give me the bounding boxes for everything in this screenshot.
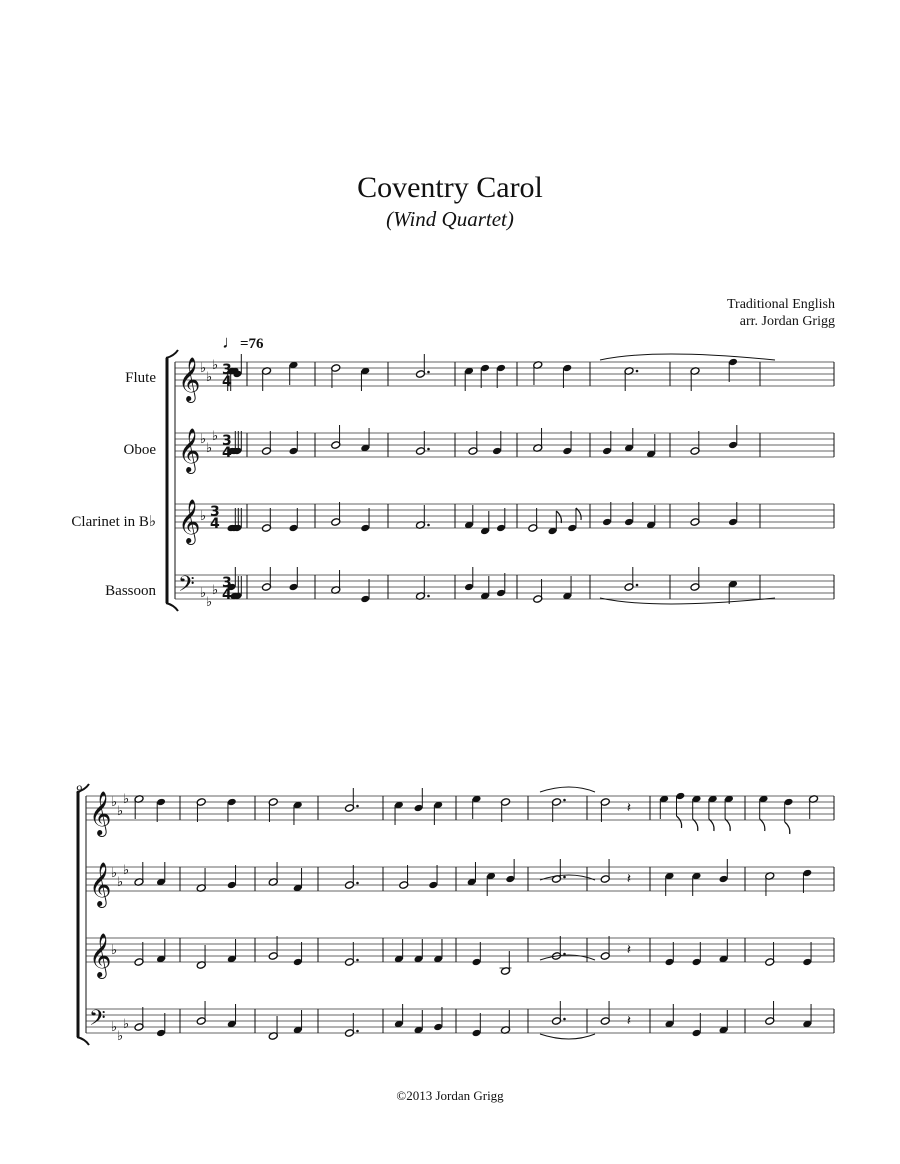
flat-sign-icon: ♭ bbox=[111, 1020, 118, 1035]
treble-clef-icon: 𝄞 bbox=[89, 791, 112, 835]
composer-line: Traditional English bbox=[727, 297, 835, 312]
eighth-flag bbox=[760, 819, 765, 831]
augmentation-dot bbox=[636, 370, 639, 373]
treble-clef-icon: 𝄞 bbox=[178, 357, 201, 401]
augmentation-dot bbox=[427, 595, 430, 598]
time-signature-top: 3 bbox=[222, 433, 232, 449]
tie-arc bbox=[540, 787, 595, 792]
measure-number: 9 bbox=[76, 782, 82, 796]
flat-sign-icon: ♭ bbox=[200, 432, 207, 447]
augmentation-dot bbox=[427, 371, 430, 374]
treble-clef-icon: 𝄞 bbox=[178, 428, 201, 472]
instrument-label-clarinet: Clarinet in B♭ bbox=[71, 514, 156, 530]
copyright-notice: ©2013 Jordan Grigg bbox=[396, 1088, 504, 1103]
score-system bbox=[166, 350, 834, 611]
flat-sign-icon: ♭ bbox=[212, 358, 219, 373]
time-signature-bottom: 4 bbox=[210, 516, 220, 532]
flat-sign-icon: ♭ bbox=[212, 429, 219, 444]
eighth-flag bbox=[693, 819, 698, 831]
flat-sign-icon: ♭ bbox=[200, 509, 207, 524]
quarter-rest-icon: 𝄽 bbox=[626, 1013, 632, 1029]
augmentation-dot bbox=[356, 1030, 359, 1033]
quarter-rest-icon: 𝄽 bbox=[626, 871, 632, 887]
flat-sign-icon: ♭ bbox=[206, 370, 213, 385]
bracket-bottom-hook bbox=[166, 603, 178, 611]
augmentation-dot bbox=[356, 805, 359, 808]
score-subtitle: (Wind Quartet) bbox=[386, 207, 514, 231]
augmentation-dot bbox=[427, 524, 430, 527]
treble-clef-icon: 𝄞 bbox=[89, 862, 112, 906]
flat-sign-icon: ♭ bbox=[200, 586, 207, 601]
time-signature-top: 3 bbox=[222, 575, 232, 591]
score-title: Coventry Carol bbox=[357, 171, 543, 204]
augmentation-dot bbox=[563, 876, 566, 879]
instrument-label-bassoon: Bassoon bbox=[105, 583, 156, 599]
augmentation-dot bbox=[356, 959, 359, 962]
flat-sign-icon: ♭ bbox=[212, 583, 219, 598]
augmentation-dot bbox=[563, 1018, 566, 1021]
arranger-line: arr. Jordan Grigg bbox=[739, 314, 835, 329]
score-system bbox=[77, 784, 834, 1045]
tie-arc bbox=[600, 354, 775, 360]
treble-clef-icon: 𝄞 bbox=[89, 933, 112, 977]
time-signature-top: 3 bbox=[222, 362, 232, 378]
eighth-flag bbox=[725, 819, 730, 831]
flat-sign-icon: ♭ bbox=[123, 792, 130, 807]
flat-sign-icon: ♭ bbox=[206, 595, 213, 610]
time-signature-bottom: 4 bbox=[222, 587, 232, 603]
treble-clef-icon: 𝄞 bbox=[178, 499, 201, 543]
instrument-label-flute: Flute bbox=[125, 370, 156, 386]
eighth-flag bbox=[709, 819, 714, 831]
flat-sign-icon: ♭ bbox=[111, 795, 118, 810]
flat-sign-icon: ♭ bbox=[111, 943, 118, 958]
flat-sign-icon: ♭ bbox=[123, 863, 130, 878]
flat-sign-icon: ♭ bbox=[200, 361, 207, 376]
eighth-flag bbox=[677, 816, 682, 828]
tempo-value: =76 bbox=[240, 336, 264, 352]
augmentation-dot bbox=[356, 882, 359, 885]
bass-clef-icon: 𝄢 bbox=[178, 572, 195, 602]
quarter-rest-icon: 𝄽 bbox=[626, 942, 632, 958]
flat-sign-icon: ♭ bbox=[206, 441, 213, 456]
eighth-flag bbox=[785, 822, 790, 834]
time-signature-bottom: 4 bbox=[222, 374, 232, 390]
time-signature-bottom: 4 bbox=[222, 445, 232, 461]
augmentation-dot bbox=[427, 448, 430, 451]
flat-sign-icon: ♭ bbox=[117, 804, 124, 819]
augmentation-dot bbox=[636, 584, 639, 587]
eighth-flag bbox=[556, 511, 561, 523]
flat-sign-icon: ♭ bbox=[123, 1017, 130, 1032]
flat-sign-icon: ♭ bbox=[111, 866, 118, 881]
flat-sign-icon: ♭ bbox=[117, 1029, 124, 1044]
bass-clef-icon: 𝄢 bbox=[89, 1006, 106, 1036]
bracket-top-hook bbox=[166, 350, 178, 358]
quarter-rest-icon: 𝄽 bbox=[626, 800, 632, 816]
bracket-bottom-hook bbox=[77, 1037, 89, 1045]
instrument-label-oboe: Oboe bbox=[123, 442, 156, 458]
quarter-note-icon: ♩ bbox=[222, 332, 240, 352]
tie-arc bbox=[540, 1034, 595, 1039]
augmentation-dot bbox=[563, 799, 566, 802]
bracket-top-hook bbox=[77, 784, 89, 792]
time-signature-top: 3 bbox=[210, 504, 220, 520]
flat-sign-icon: ♭ bbox=[117, 875, 124, 890]
